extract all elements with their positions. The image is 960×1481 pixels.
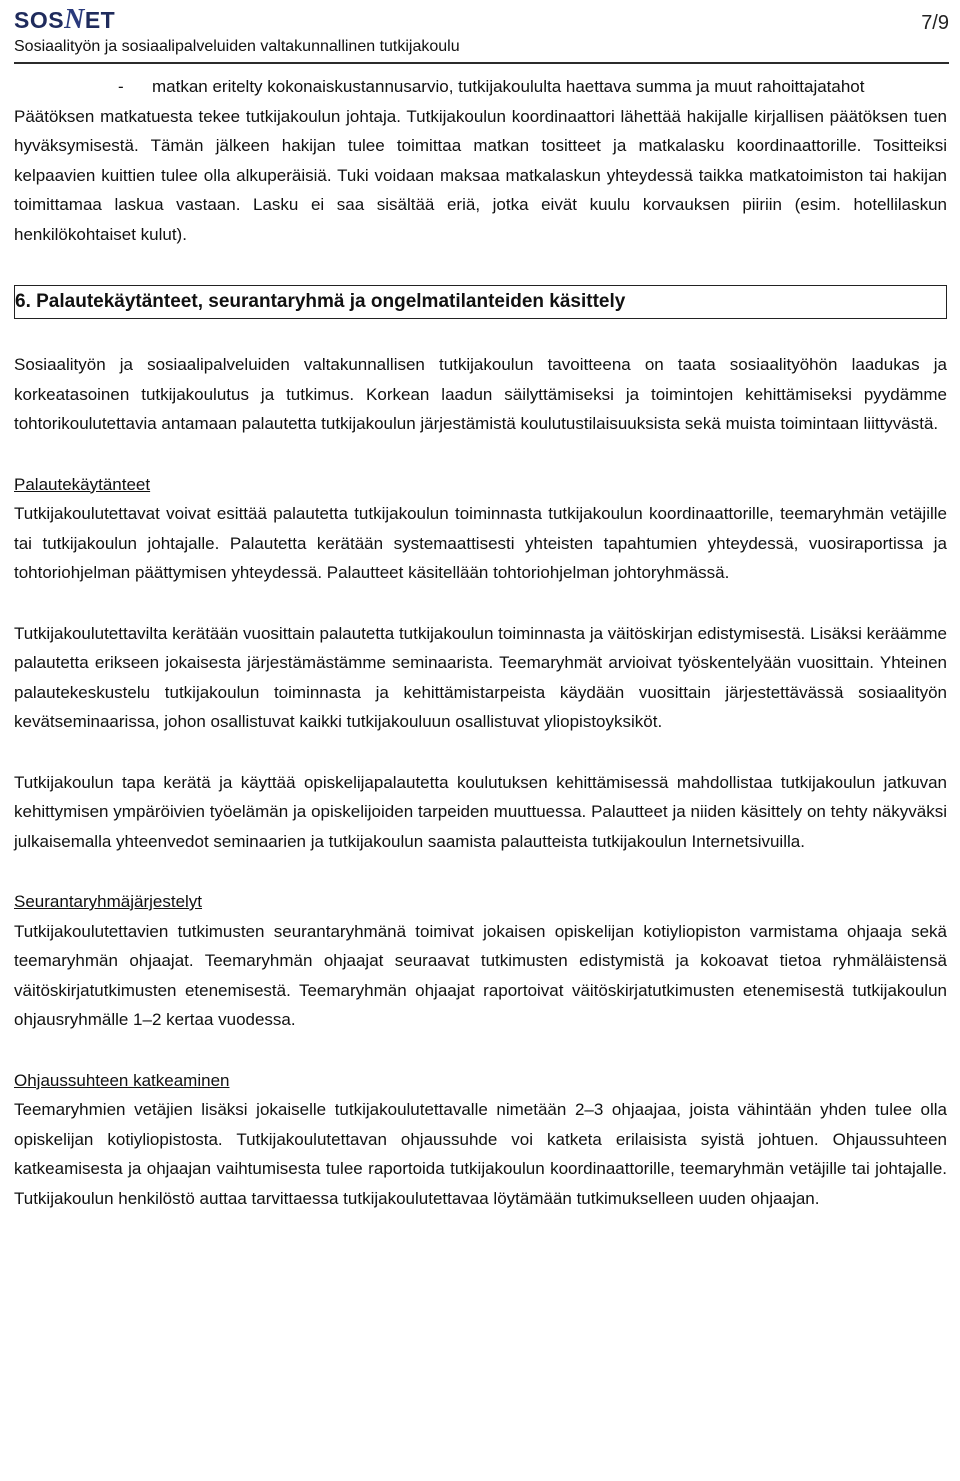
subheading-palautekaytanteet: Palautekäytänteet [14, 474, 151, 494]
section-heading: 6. Palautekäytänteet, seurantaryhmä ja ongelmatilanteiden käsittely [14, 285, 947, 319]
subheading-seurantaryhma: Seurantaryhmäjärjestelyt [14, 892, 203, 911]
paragraph-feedback-channels: Tutkijakoulutettavat voivat esittää palautetta tutkijakoulun toiminnasta tutkijakoulun koordinaattorille, teemaryhmän vetäjille tai tutkijakoulun johtajalle. Palautetta kerätään systemaattisesti yhteisten tapahtumien yhteydessä, vuosiraportissa ja tohtoriohjelman päättymisen yhteydessä. Palautteet käsitellään tohtoriohjelman johtoryhmässä. [14, 504, 947, 582]
logo-text-left: SOS [14, 7, 65, 33]
paragraph-feedback-use: Tutkijakoulun tapa kerätä ja käyttää opiskelijapalautetta koulutuksen kehittämisessä mahdollistaa tutkijakoulun jatkuvan kehittymisen ympäröivien työelämän ja opiskelijoiden tarpeiden muuttuessa. Palautteet ja niiden käsittely on tehty näkyväksi julkaisemalla yhteenvedot seminaarien ja tutkijakoulun saamista palautteista tutkijakoulun Internetsivuilla. [14, 772, 947, 851]
logo-text-right: ET [84, 7, 116, 33]
page-header [14, 0, 949, 62]
page-number: 7/9 [921, 12, 949, 34]
subheading-ohjaussuhde: Ohjaussuhteen katkeaminen [14, 1070, 230, 1090]
header-subtitle: Sosiaalityön ja sosiaalipalveluiden valtakunnallinen tutkijakoulu [14, 38, 460, 55]
bullet-text: matkan eritelty kokonaiskustannusarvio, tutkijakoululta haettava summa ja muut rahoittajatahot [152, 77, 865, 96]
document-body [14, 72, 947, 1213]
paragraph-travel-decision: Päätöksen matkatuesta tekee tutkijakoulun johtaja. Tutkijakoulun koordinaattori lähettää hakijalle kirjallisen päätöksen tuen hyväksymisestä. Tämän jälkeen hakijan tulee toimittaa matkan tositteet ja matkalasku koordinaattorille. Tositteiksi kelpaavien kuittien tulee olla alkuperäisiä. Tuki voidaan maksaa matkalaskun yhteydessä taikka matkatoimiston tai hakijan toimittamaa laskua vastaan. Lasku ei saa sisältää eriä, jotka eivät kuulu korvauksen piiriin (esim. hotellilaskun henkilökohtaiset kulut). [14, 106, 947, 244]
header-divider [14, 62, 949, 64]
bullet-dash: - [118, 77, 124, 96]
paragraph-feedback-yearly: Tutkijakoulutettavilta kerätään vuosittain palautetta tutkijakoulun toiminnasta ja väitöskirjan edistymisestä. Lisäksi keräämme palautetta erikseen jokaisesta järjestämästämme seminaarista. Teemaryhmät arvioivat työskentelyään vuosittain. Yhteinen palautekeskustelu tutkijakoulun toiminnasta ja kehittämistarpeista käydään vuosittain järjestettävässä sosiaalityön kevätseminaarissa, johon osallistuvat kaikki tutkijakouluun osallistuvat yliopistoyksiköt. [14, 623, 947, 731]
paragraph-goal: Sosiaalityön ja sosiaalipalveluiden valtakunnallisen tutkijakoulun tavoitteena on taata sosiaalityöhön laadukas ja korkeatasoinen tutkijakoulutus ja tutkimus. Korkean laadun säilyttämiseksi ja toimintojen kehittämiseksi pyydämme tohtorikoulutettavia antamaan palautetta tutkijakoulun järjestämistä koulutustilaisuuksista sekä muista toimintaan liittyvästä. [14, 355, 947, 433]
paragraph-followup-group: Tutkijakoulutettavien tutkimusten seurantaryhmänä toimivat jokaisen opiskelijan kotiyliopiston varmistama ohjaaja sekä teemaryhmän ohjaajat. Teemaryhmän ohjaajat seuraavat tutkimusten edistymistä ja kokoavat tietoa ryhmäläistensä väitöskirjatutkimusten etenemisestä. Teemaryhmän ohjaajat raportoivat väitöskirjatutkimusten etenemisestä tutkijakoulun ohjausryhmälle 1–2 kertaa vuodessa. [14, 921, 947, 1029]
logo-text-mid: N [64, 4, 85, 35]
bullet-item [14, 72, 947, 102]
sosnet-logo [14, 4, 115, 36]
paragraph-supervision: Teemaryhmien vetäjien lisäksi jokaiselle tutkijakoulutettavalle nimetään 2–3 ohjaajaa, joista vähintään yhden tulee olla opiskelijan kotiyliopistosta. Tutkijakoulutettavan ohjaussuhde voi katketa erilaisista syistä johtuen. Ohjaussuhteen katkeamisesta ja ohjaajan vaihtumisesta tulee raportoida tutkijakoulun koordinaattorille, teemaryhmän vetäjille tai johtajalle. Tutkijakoulun henkilöstö auttaa tarvittaessa tutkijakoulutettavaa löytämään tutkimukselleen uuden ohjaajan. [14, 1100, 947, 1208]
